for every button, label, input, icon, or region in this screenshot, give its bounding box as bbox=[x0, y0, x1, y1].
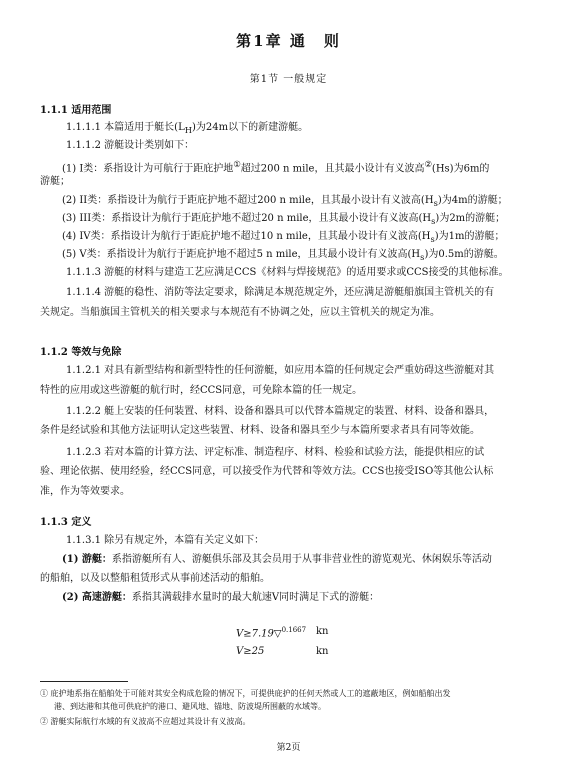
heading-1-1-3: 1.1.3 定义 bbox=[40, 517, 92, 528]
para-1-1-1-4: 1.1.1.4 游艇的稳性、消防等法定要求，除满足本规范规定外，还应满足游艇船旗国主管机关的有 bbox=[66, 287, 495, 298]
para-1-1-2-3-cont: 验、理论依据、使用经验，经CCS同意，可以接受作为代替和等效方法。CCS也接受ISO等其他公认标 bbox=[40, 466, 494, 477]
para-1-1-1-3: 1.1.1.3 游艇的材料与建造工艺应满足CCS《材料与焊接规范》的适用要求或CCS接受的其他标准。 bbox=[66, 267, 509, 278]
design-class-i: (1) I类：系指设计为可航行于距庇护地①超过200 n mile，且其最小设计有义波高②(Hs)为6m的 bbox=[62, 159, 490, 175]
para-1-1-1-4-cont: 关规定。当船旗国主管机关的相关要求与本规范有不协调之处，应以主管机关的规定为准。 bbox=[40, 307, 440, 318]
para-1-1-2-1-cont: 特性的应用或这些游艇的航行时，经CCS同意，可免除本篇的任一规定。 bbox=[40, 385, 363, 396]
formula-speed-displacement: V≥7.19▽$^{0.1667}$ kn bbox=[236, 626, 329, 640]
heading-1-1-2: 1.1.2 等效与免除 bbox=[40, 347, 122, 358]
para-1-1-2-3-cont2: 准，作为等效要求。 bbox=[40, 486, 130, 497]
definition-yacht: (1) 游艇：系指游艇所有人、游艇俱乐部及其会员用于从事非营业性的游览观光、休闲娱乐等活动 bbox=[62, 554, 492, 565]
para-1-1-1-1: 1.1.1.1 本篇适用于艇长$(L_H)$为24m以下的新建游艇。 bbox=[66, 122, 309, 135]
formula-speed-min: V≥25 kn bbox=[236, 646, 329, 657]
page-number: 第2页 bbox=[276, 743, 301, 753]
para-1-1-2-3: 1.1.2.3 若对本篇的计算方法、评定标准、制造程序、材料、检验和试验方法，能提供相应的试 bbox=[66, 447, 485, 458]
section-title: 第1节 一般规定 bbox=[249, 74, 328, 85]
footnote-divider bbox=[40, 681, 128, 682]
design-class-iii: (3) III类：系指设计为航行于距庇护地不超过20 n mile，且其最小设计有义波高$(H_s)$为2m的游艇； bbox=[62, 213, 506, 226]
footnote-2: ② 游艇实际航行水域的有义波高不应超过其设计有义波高。 bbox=[40, 717, 251, 726]
definition-yacht-cont: 的船舶，以及以整船租赁形式从事前述活动的船舶。 bbox=[40, 573, 270, 584]
para-1-1-2-2: 1.1.2.2 艇上安装的任何装置、材料、设备和器具可以代替本篇规定的装置、材料、设备和器具， bbox=[66, 406, 495, 417]
chapter-title: 第1章 通 则 bbox=[236, 32, 341, 50]
design-class-ii: (2) II类：系指设计为航行于距庇护地不超过200 n mile，且其最小设计有义波高$(H_s)$为4m的游艇； bbox=[62, 195, 508, 208]
definition-high-speed-yacht: (2) 高速游艇：系指其满载排水量时的最大航速V同时满足下式的游艇： bbox=[62, 592, 380, 603]
para-1-1-1-2: 1.1.1.2 游艇设计类别如下： bbox=[66, 140, 195, 151]
footnote-1-cont: 港、到达港和其他可供庇护的港口、避风地、锚地、防波堤所围蔽的水域等。 bbox=[54, 702, 326, 711]
design-class-i-cont: 游艇； bbox=[40, 176, 70, 187]
para-1-1-2-2-cont: 条件是经试验和其他方法证明认定这些装置、材料、设备和器具至少与本篇所要求者具有同等效能。 bbox=[40, 425, 480, 436]
design-class-v: (5) V类：系指设计为航行于距庇护地不超过5 n mile，且其最小设计有义波高$(H_s)$为0.5m的游艇。 bbox=[62, 249, 504, 262]
footnote-1: ① 庇护地系指在船舶处于可能对其安全构成危险的情况下，可提供庇护的任何天然或人工的遮蔽地区，例如船舶出发 bbox=[40, 689, 451, 698]
design-class-iv: (4) IV类：系指设计为航行于距庇护地不超过10 n mile，且其最小设计有义波高$(H_s)$为1m的游艇； bbox=[62, 231, 505, 244]
heading-1-1-1: 1.1.1 适用范围 bbox=[40, 105, 112, 116]
para-1-1-3-1: 1.1.3.1 除另有规定外，本篇有关定义如下： bbox=[66, 535, 265, 546]
para-1-1-2-1: 1.1.2.1 对具有新型结构和新型特性的任何游艇，如应用本篇的任何规定会严重妨碍这些游艇对其 bbox=[66, 365, 495, 376]
